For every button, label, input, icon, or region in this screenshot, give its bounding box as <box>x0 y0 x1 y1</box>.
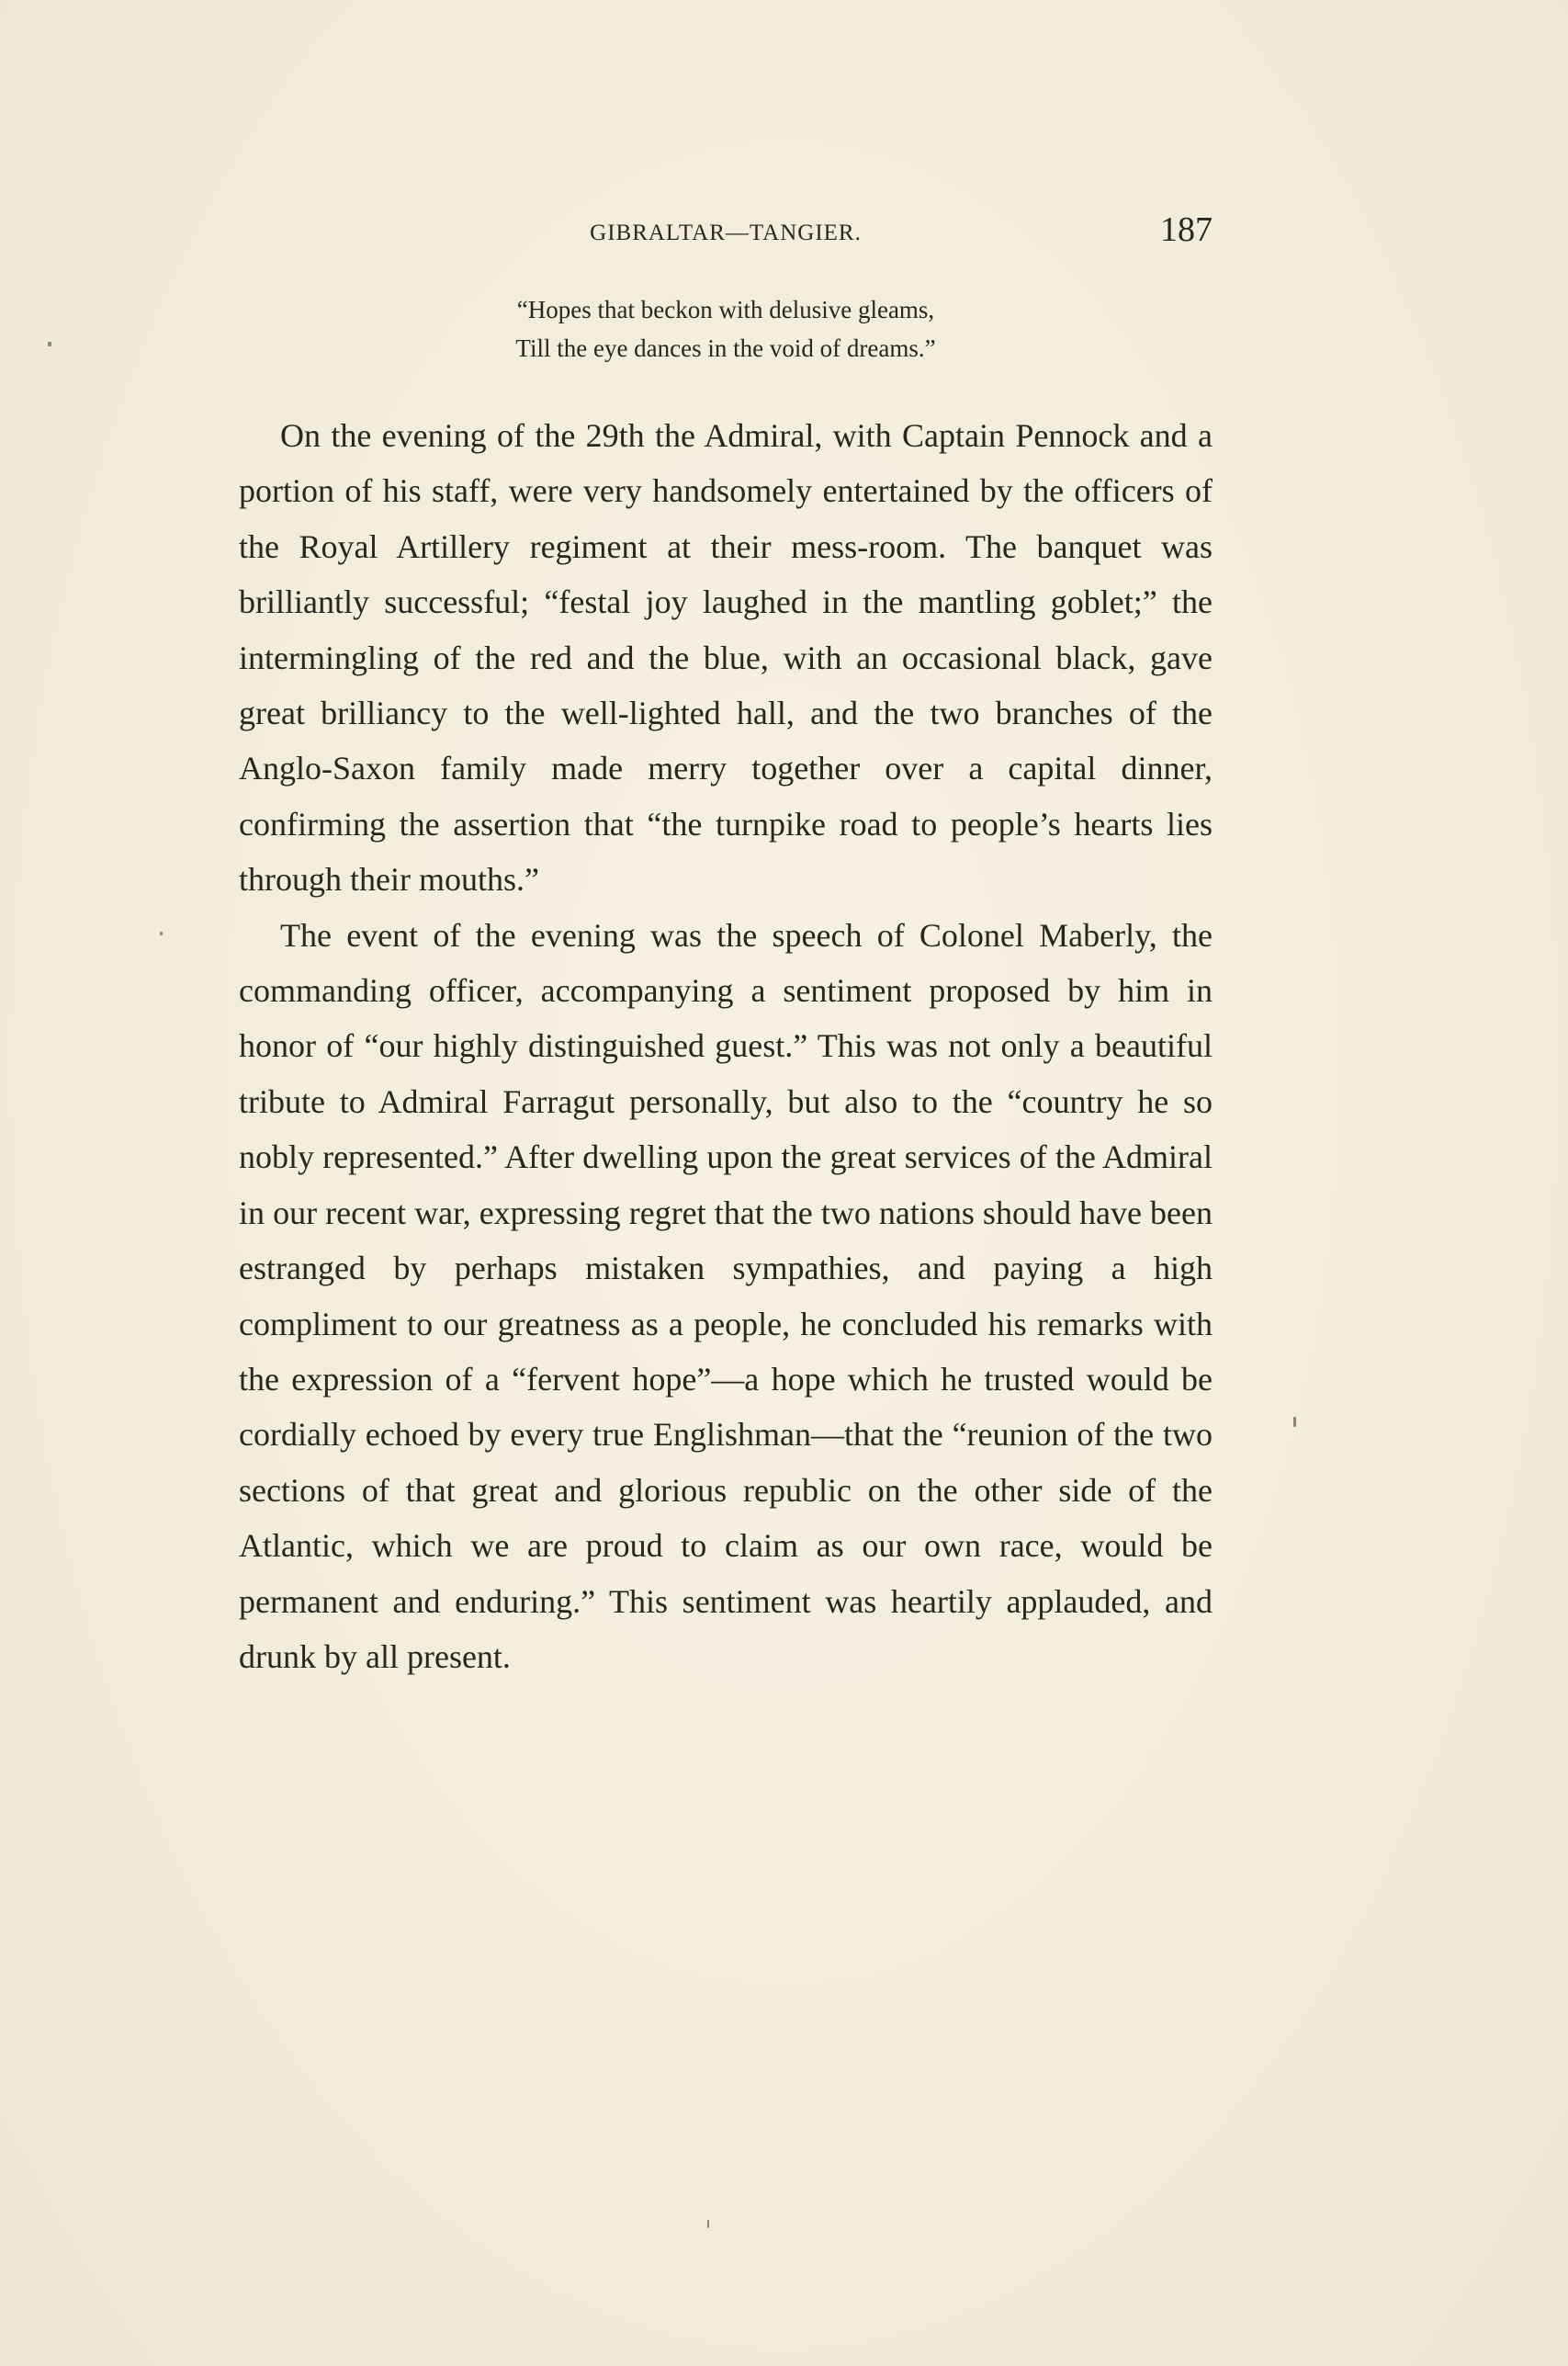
epigraph-line: Till the eye dances in the void of dreams.” <box>515 334 936 362</box>
paragraph: The event of the evening was the speech of Colonel Maberly, the commanding officer, accompanying a sentiment proposed by him in honor of “our highly distinguished guest.” This was not only a beautiful tribute to Admiral Farragut personally, but also to the “country he so nobly represented.” After dwelling upon the great services of the Admiral in our recent war, expressing regret that the two nations should have been estranged by perhaps mistaken sympathies, and paying a high compliment to our greatness as a people, he concluded his remarks with the expression of a “fervent hope”—a hope which he trusted would be cordially echoed by every true Englishman—that the “reunion of the two sections of that great and glorious republic on the other side of the Atlantic, which we are proud to claim as our own race, would be permanent and enduring.” This sentiment was heartily applauded, and drunk by all present. <box>239 916 1213 1675</box>
body-text <box>239 408 1213 1684</box>
running-head <box>239 209 1213 255</box>
running-title: GIBRALTAR—TANGIER. <box>590 221 862 245</box>
paper-speck <box>1293 1417 1296 1427</box>
page-number: 187 <box>1160 210 1213 249</box>
paper-speck <box>160 932 163 935</box>
paper-speck <box>48 342 51 346</box>
epigraph <box>239 290 1213 368</box>
epigraph-line: “Hopes that beckon with delusive gleams, <box>516 296 935 323</box>
paper-speck <box>707 2220 709 2228</box>
paragraph: On the evening of the 29th the Admiral, with Captain Pennock and a portion of his staff, were very handsomely entertained by the officers of the Royal Artillery regiment at their mess-room. The banquet was brilliantly successful; “festal joy laughed in the mantling goblet;” the intermingling of the red and the blue, with an occasional black, gave great brilliancy to the well-lighted hall, and the two branches of the Anglo-Saxon family made merry together over a capital dinner, confirming the assertion that “the turnpike road to people’s hearts lies through their mouths.” <box>239 417 1213 899</box>
